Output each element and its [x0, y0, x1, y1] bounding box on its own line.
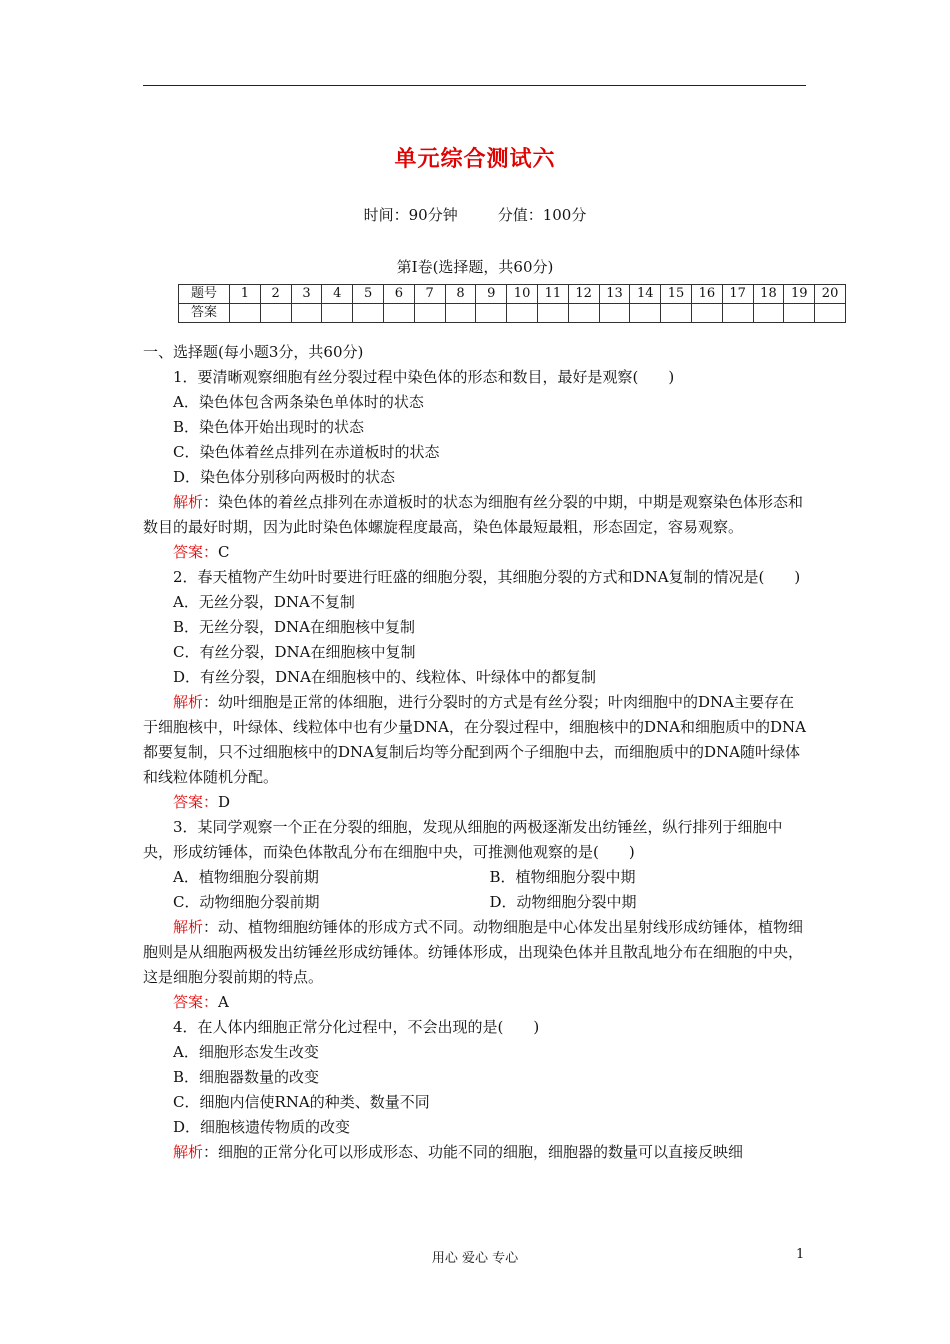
page-title: 单元综合测试六: [394, 146, 556, 172]
options-row: [143, 865, 806, 890]
option-b: B．植物细胞分裂中期: [489, 868, 636, 886]
header-rule: [143, 85, 806, 86]
analysis-label: 解析: [173, 1143, 204, 1161]
question-stem: 3．某同学观察一个正在分裂的细胞，发现从细胞的两极逐渐发出纺锤丝，纵行排列于细胞中央，形成纺锤体，而染色体散乱分布在细胞中央，可推测他观察的是( ): [143, 818, 783, 861]
q-number: 11: [537, 285, 568, 304]
q-number: 5: [353, 285, 384, 304]
answer-label: 答案：: [173, 543, 219, 561]
option-d: D．染色体分别移向两极时的状态: [173, 468, 396, 486]
section-heading: 第Ⅰ卷(选择题，共60分): [396, 258, 554, 276]
page-footer: 用心 爱心 专心: [431, 1251, 519, 1266]
option-d: D．有丝分裂，DNA在细胞核中的、线粒体、叶绿体中的都复制: [173, 668, 597, 686]
answer-cell[interactable]: [784, 304, 815, 323]
answer-cell[interactable]: [753, 304, 784, 323]
exam-score: 分值：100分: [497, 206, 587, 224]
option-c: C．有丝分裂，DNA在细胞核中复制: [173, 643, 416, 661]
answer-label: 答案：: [173, 793, 219, 811]
question-stem: 1．要清晰观察细胞有丝分裂过程中染色体的形态和数目，最好是观察( ): [173, 368, 675, 386]
q-number: 15: [661, 285, 692, 304]
answer-cell[interactable]: [476, 304, 507, 323]
analysis-label: 解析: [173, 493, 204, 511]
answer-cell[interactable]: [383, 304, 414, 323]
answer-cell[interactable]: [661, 304, 692, 323]
q-number: 9: [476, 285, 507, 304]
answer-cell[interactable]: [722, 304, 753, 323]
answer-cell[interactable]: [507, 304, 538, 323]
analysis-text: ：染色体的着丝点排列在赤道板时的状态为细胞有丝分裂的中期，中期是观察染色体形态和数目的最好时期，因为此时染色体螺旋程度最高，染色体最短最粗，形态固定，容易观察。: [143, 493, 804, 536]
q-number: 4: [322, 285, 353, 304]
q-number: 8: [445, 285, 476, 304]
q-number: 6: [383, 285, 414, 304]
option-c: C．细胞内信使RNA的种类、数量不同: [173, 1093, 430, 1111]
answer-table-answer-row: [179, 304, 846, 323]
question-content: [143, 340, 806, 1165]
option-c: C．动物细胞分裂前期: [173, 893, 320, 911]
options-row: [143, 890, 806, 915]
answer-value: A: [218, 993, 229, 1011]
analysis: [143, 690, 806, 790]
analysis-text: ：细胞的正常分化可以形成形态、功能不同的细胞，细胞器的数量可以直接反映细: [203, 1143, 744, 1161]
answer-cell[interactable]: [414, 304, 445, 323]
q-number: 18: [753, 285, 784, 304]
answer-cell[interactable]: [568, 304, 599, 323]
option-b: B．细胞器数量的改变: [173, 1068, 320, 1086]
question-stem: 4．在人体内细胞正常分化过程中，不会出现的是( ): [173, 1018, 540, 1036]
option-d: D．动物细胞分裂中期: [489, 893, 637, 911]
answer-value: D: [218, 793, 231, 811]
row-label-answer: 答案: [179, 304, 230, 323]
q-number: 17: [722, 285, 753, 304]
q-number: 19: [784, 285, 815, 304]
answer-line: [143, 790, 806, 815]
q-number: 2: [260, 285, 291, 304]
option-d: D．细胞核遗传物质的改变: [173, 1118, 351, 1136]
analysis-label: 解析: [173, 918, 204, 936]
exam-meta: [0, 204, 950, 225]
answer-cell[interactable]: [815, 304, 846, 323]
q-number: 1: [230, 285, 261, 304]
analysis-text: ：幼叶细胞是正常的体细胞，进行分裂时的方式是有丝分裂；叶肉细胞中的DNA主要存在于细胞核中，叶绿体、线粒体中也有少量DNA，在分裂过程中，细胞核中的DNA和细胞质中的DNA都要复制，只不过细胞核中的DNA复制后均等分配到两个子细胞中去，而细胞质中的DNA随叶绿体和线粒体随机分配。: [143, 693, 806, 786]
option-a: A．植物细胞分裂前期: [173, 868, 319, 886]
option-a: A．染色体包含两条染色单体时的状态: [173, 393, 424, 411]
option-b: B．无丝分裂，DNA在细胞核中复制: [173, 618, 416, 636]
exam-time: 时间：90分钟: [363, 206, 458, 224]
answer-line: [143, 990, 806, 1015]
answer-cell[interactable]: [599, 304, 630, 323]
analysis: [143, 915, 806, 990]
q-number: 12: [568, 285, 599, 304]
answer-cell[interactable]: [353, 304, 384, 323]
analysis-text: ：动、植物细胞纺锤体的形成方式不同。动物细胞是中心体发出星射线形成纺锤体，植物细胞则是从细胞两极发出纺锤丝形成纺锤体。纺锤体形成，出现染色体并且散乱地分布在细胞的中央，这是细胞分裂前期的特点。: [143, 918, 804, 986]
question-stem: 2．春天植物产生幼叶时要进行旺盛的细胞分裂，其细胞分裂的方式和DNA复制的情况是( ): [173, 568, 801, 586]
q-number: 14: [630, 285, 661, 304]
q-number: 13: [599, 285, 630, 304]
answer-cell[interactable]: [691, 304, 722, 323]
option-c: C．染色体着丝点排列在赤道板时的状态: [173, 443, 440, 461]
analysis-label: 解析: [173, 693, 204, 711]
answer-cell[interactable]: [322, 304, 353, 323]
option-a: A．无丝分裂，DNA不复制: [173, 593, 355, 611]
analysis: [143, 1140, 806, 1165]
answer-cell[interactable]: [260, 304, 291, 323]
q-number: 3: [291, 285, 322, 304]
answer-cell[interactable]: [630, 304, 661, 323]
q-number: 10: [507, 285, 538, 304]
answer-table-number-row: [179, 285, 846, 304]
q-number: 7: [414, 285, 445, 304]
answer-cell[interactable]: [291, 304, 322, 323]
row-label-number: 题号: [179, 285, 230, 304]
q-number: 16: [691, 285, 722, 304]
q-number: 20: [815, 285, 846, 304]
part-heading: 一、选择题(每小题3分，共60分): [143, 343, 364, 361]
answer-cell[interactable]: [445, 304, 476, 323]
answer-line: [143, 540, 806, 565]
answer-label: 答案：: [173, 993, 219, 1011]
answer-table: [178, 284, 846, 323]
answer-cell[interactable]: [230, 304, 261, 323]
answer-value: C: [218, 543, 230, 561]
option-a: A．细胞形态发生改变: [173, 1043, 319, 1061]
answer-cell[interactable]: [537, 304, 568, 323]
analysis: [143, 490, 806, 540]
option-b: B．染色体开始出现时的状态: [173, 418, 365, 436]
page-number: 1: [796, 1247, 805, 1262]
